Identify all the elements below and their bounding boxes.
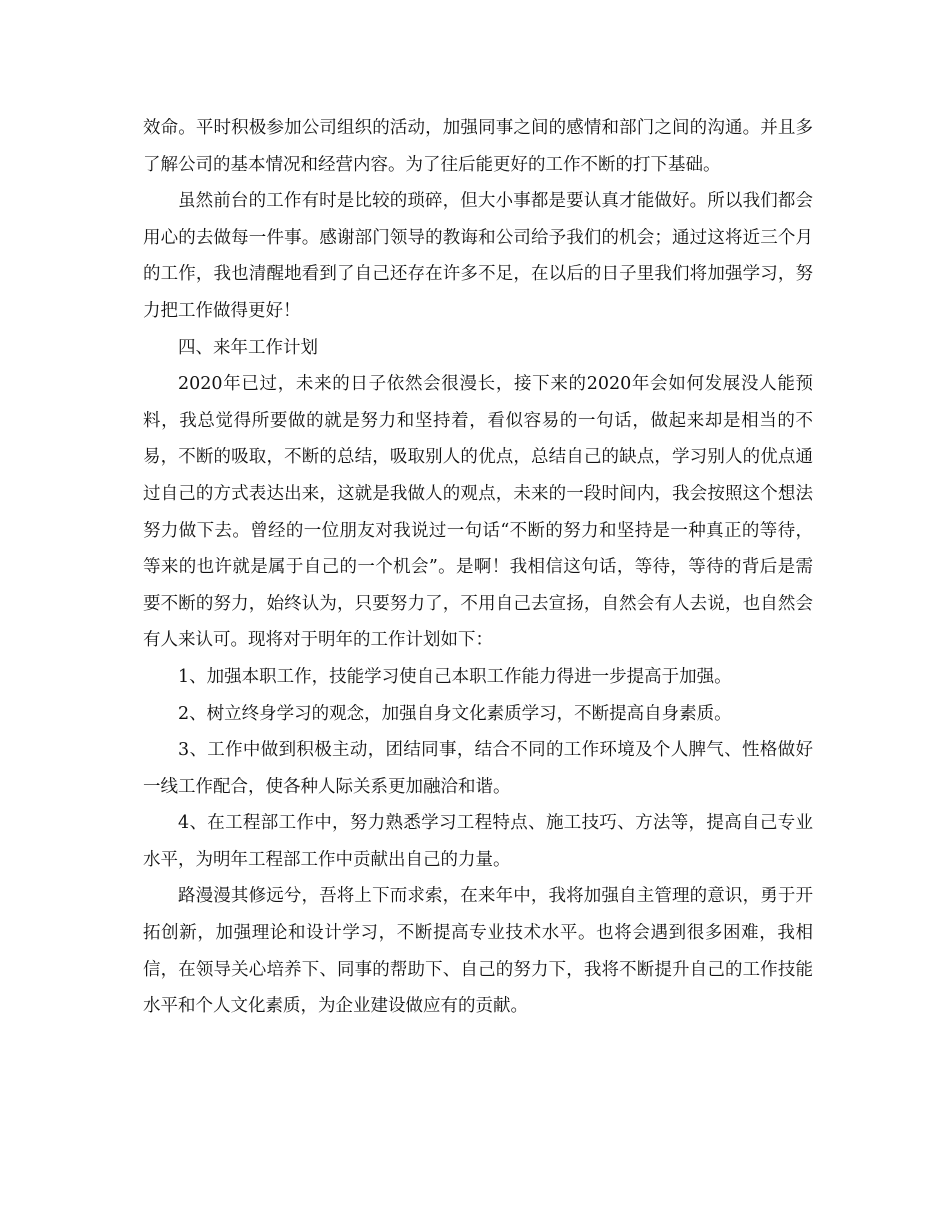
paragraph-2: 虽然前台的工作有时是比较的琐碎，但大小事都是要认真才能做好。所以我们都会用心的去做每一件事。感谢部门领导的教诲和公司给予我们的机会；通过这将近三个月的工作，我也清醒地看到了自己还存在许多不足，在以后的日子里我们将加强学习，努力把工作做得更好！ xyxy=(143,191,813,321)
plan-item-4: 4、在工程部工作中，努力熟悉学习工程特点、施工技巧、方法等，提高自己专业水平，为明年工程部工作中贡献出自己的力量。 xyxy=(143,813,813,870)
plan-item-2: 2、树立终身学习的观念，加强自身文化素质学习，不断提高自身素质。 xyxy=(178,703,732,724)
section-heading: 四、来年工作计划 xyxy=(178,337,318,358)
document-body xyxy=(143,110,813,1025)
paragraph-3: 2020年已过，未来的日子依然会很漫长，接下来的2020年会如何发展没人能预料，我总觉得所要做的就是努力和坚持着，看似容易的一句话，做起来却是相当的不易，不断的吸取，不断的总结，吸取别人的优点，总结自己的缺点，学习别人的优点通过自己的方式表达出来，这就是我做人的观点，未来的一段时间内，我会按照这个想法努力做下去。曾经的一位朋友对我说过一句话“不断的努力和坚持是一种真正的等待，等来的也许就是属于自己的一个机会”。是啊！我相信这句话，等待，等待的背后是需要不断的努力，始终认为，只要努力了，不用自己去宣扬，自然会有人去说，也自然会有人来认可。现将对于明年的工作计划如下： xyxy=(143,374,813,651)
closing-paragraph: 路漫漫其修远兮，吾将上下而求索，在来年中，我将加强自主管理的意识，勇于开拓创新，加强理论和设计学习，不断提高专业技术水平。也将会遇到很多困难，我相信，在领导关心培养下、同事的帮助下、自己的努力下，我将不断提升自己的工作技能水平和个人文化素质，为企业建设做应有的贡献。 xyxy=(143,886,813,1017)
plan-item-3: 3、工作中做到积极主动，团结同事，结合不同的工作环境及个人脾气、性格做好一线工作配合，使各种人际关系更加融洽和谐。 xyxy=(143,740,813,797)
plan-item-1: 1、加强本职工作，技能学习使自己本职工作能力得进一步提高于加强。 xyxy=(178,666,732,687)
paragraph-1: 效命。平时积极参加公司组织的活动，加强同事之间的感情和部门之间的沟通。并且多了解公司的基本情况和经营内容。为了往后能更好的工作不断的打下基础。 xyxy=(143,118,813,175)
